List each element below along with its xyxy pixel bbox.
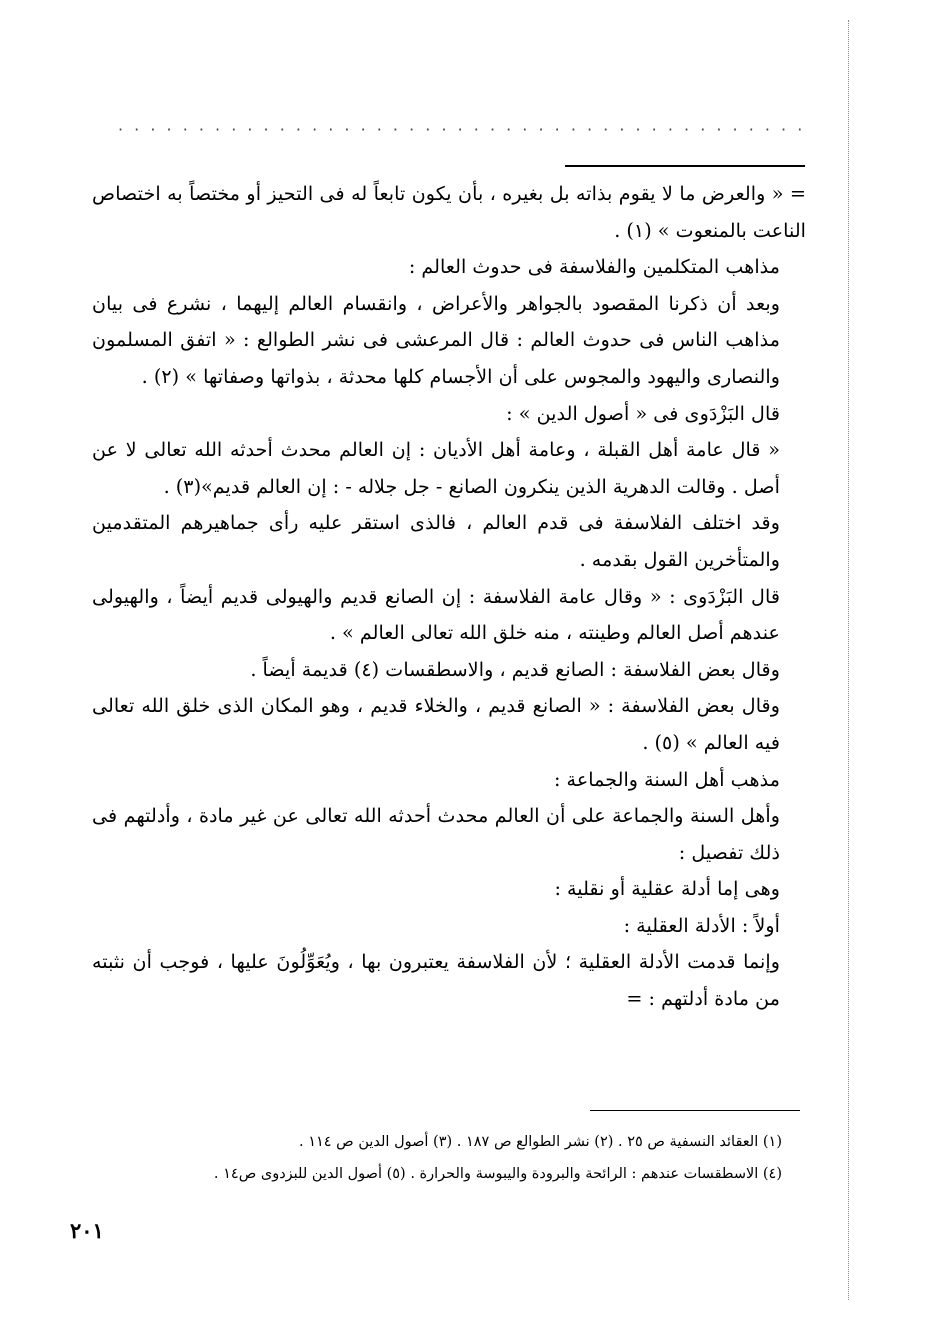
paragraph-1: = « والعرض ما لا يقوم بذاته بل بغيره ، بأن يكون تابعاً له فى التحيز أو مختصاً به اختصاص الناعت بالمنعوت » (١) . [92, 182, 806, 242]
heading-mutakallimin: مذاهب المتكلمين والفلاسفة فى حدوث العالم : [408, 255, 780, 279]
paragraph-6: وقد اختلف الفلاسفة فى قدم العالم ، فالذى استقر عليه رأى جماهيرهم المتقدمين والمتأخرين القول بقدمه . [92, 511, 780, 571]
paragraph-3: وبعد أن ذكرنا المقصود بالجواهر والأعراض ، وانقسام العالم إليهما ، نشرع فى بيان مذاهب الناس فى حدوث العالم : قال المرعشى فى نشر الطوالع : « اتفق المسلمون والنصارى واليهود والمجوس على أن الأجسام كلها محدثة ، بذواتها وصفاتها » (٢) . [92, 291, 780, 388]
top-rule [565, 165, 805, 167]
margin-dotted-line [848, 20, 853, 1300]
heading-ahl-sunna: مذهب أهل السنة والجماعة : [553, 767, 780, 791]
page-number: ٢٠١ [70, 1218, 104, 1243]
header-dotted-line [118, 120, 808, 132]
paragraph-5: « قال عامة أهل القبلة ، وعامة أهل الأديان : إن العالم محدث أحدثه الله تعالى لا عن أصل . وقالت الدهرية الذين ينكرون الصانع - جل جلاله - : إن العالم قديم»(٣) . [92, 438, 780, 498]
heading-aqli-evidence: أولاً : الأدلة العقلية : [623, 913, 780, 937]
paragraph-8: وقال بعض الفلاسفة : الصانع قديم ، والاسطقسات (٤) قديمة أيضاً . [250, 657, 780, 681]
paragraph-14: وإنما قدمت الأدلة العقلية ؛ لأن الفلاسفة يعتبرون بها ، ويُعَوِّلُونَ عليها ، فوجب أن نثبته من مادة أدلتهم : = [92, 950, 780, 1011]
footnote-line-2: (٤) الاسطقسات عندهم : الرائحة والبرودة واليبوسة والحرارة . (٥) أصول الدين للبزدوى ص١٤ . [213, 1166, 782, 1182]
paragraph-9: وقال بعض الفلاسفة : « الصانع قديم ، والخلاء قديم ، وهو المكان الذى خلق الله تعالى فيه العالم » (٥) . [92, 694, 780, 754]
footnotes [120, 1126, 782, 1190]
paragraph-4: قال البَزْدَوى فى « أصول الدين » : [506, 401, 780, 425]
paragraph-12: وهى إما أدلة عقلية أو نقلية : [554, 877, 780, 901]
footnote-rule [590, 1110, 800, 1111]
paragraph-7: قال البَزْدَوى : « وقال عامة الفلاسفة : إن الصانع قديم والهيولى قديم أيضاً ، والهيولى عندهم أصل العالم وطينته ، منه خلق الله تعالى العالم » . [92, 584, 780, 645]
footnote-line-1: (١) العقائد النسفية ص ٢٥ . (٢) نشر الطوالع ص ١٨٧ . (٣) أصول الدين ص ١١٤ . [298, 1134, 782, 1150]
main-text [92, 176, 806, 1018]
paragraph-11: وأهل السنة والجماعة على أن العالم محدث أحدثه الله تعالى عن غير مادة ، وأدلتهم فى ذلك تفصيل : [92, 804, 780, 864]
